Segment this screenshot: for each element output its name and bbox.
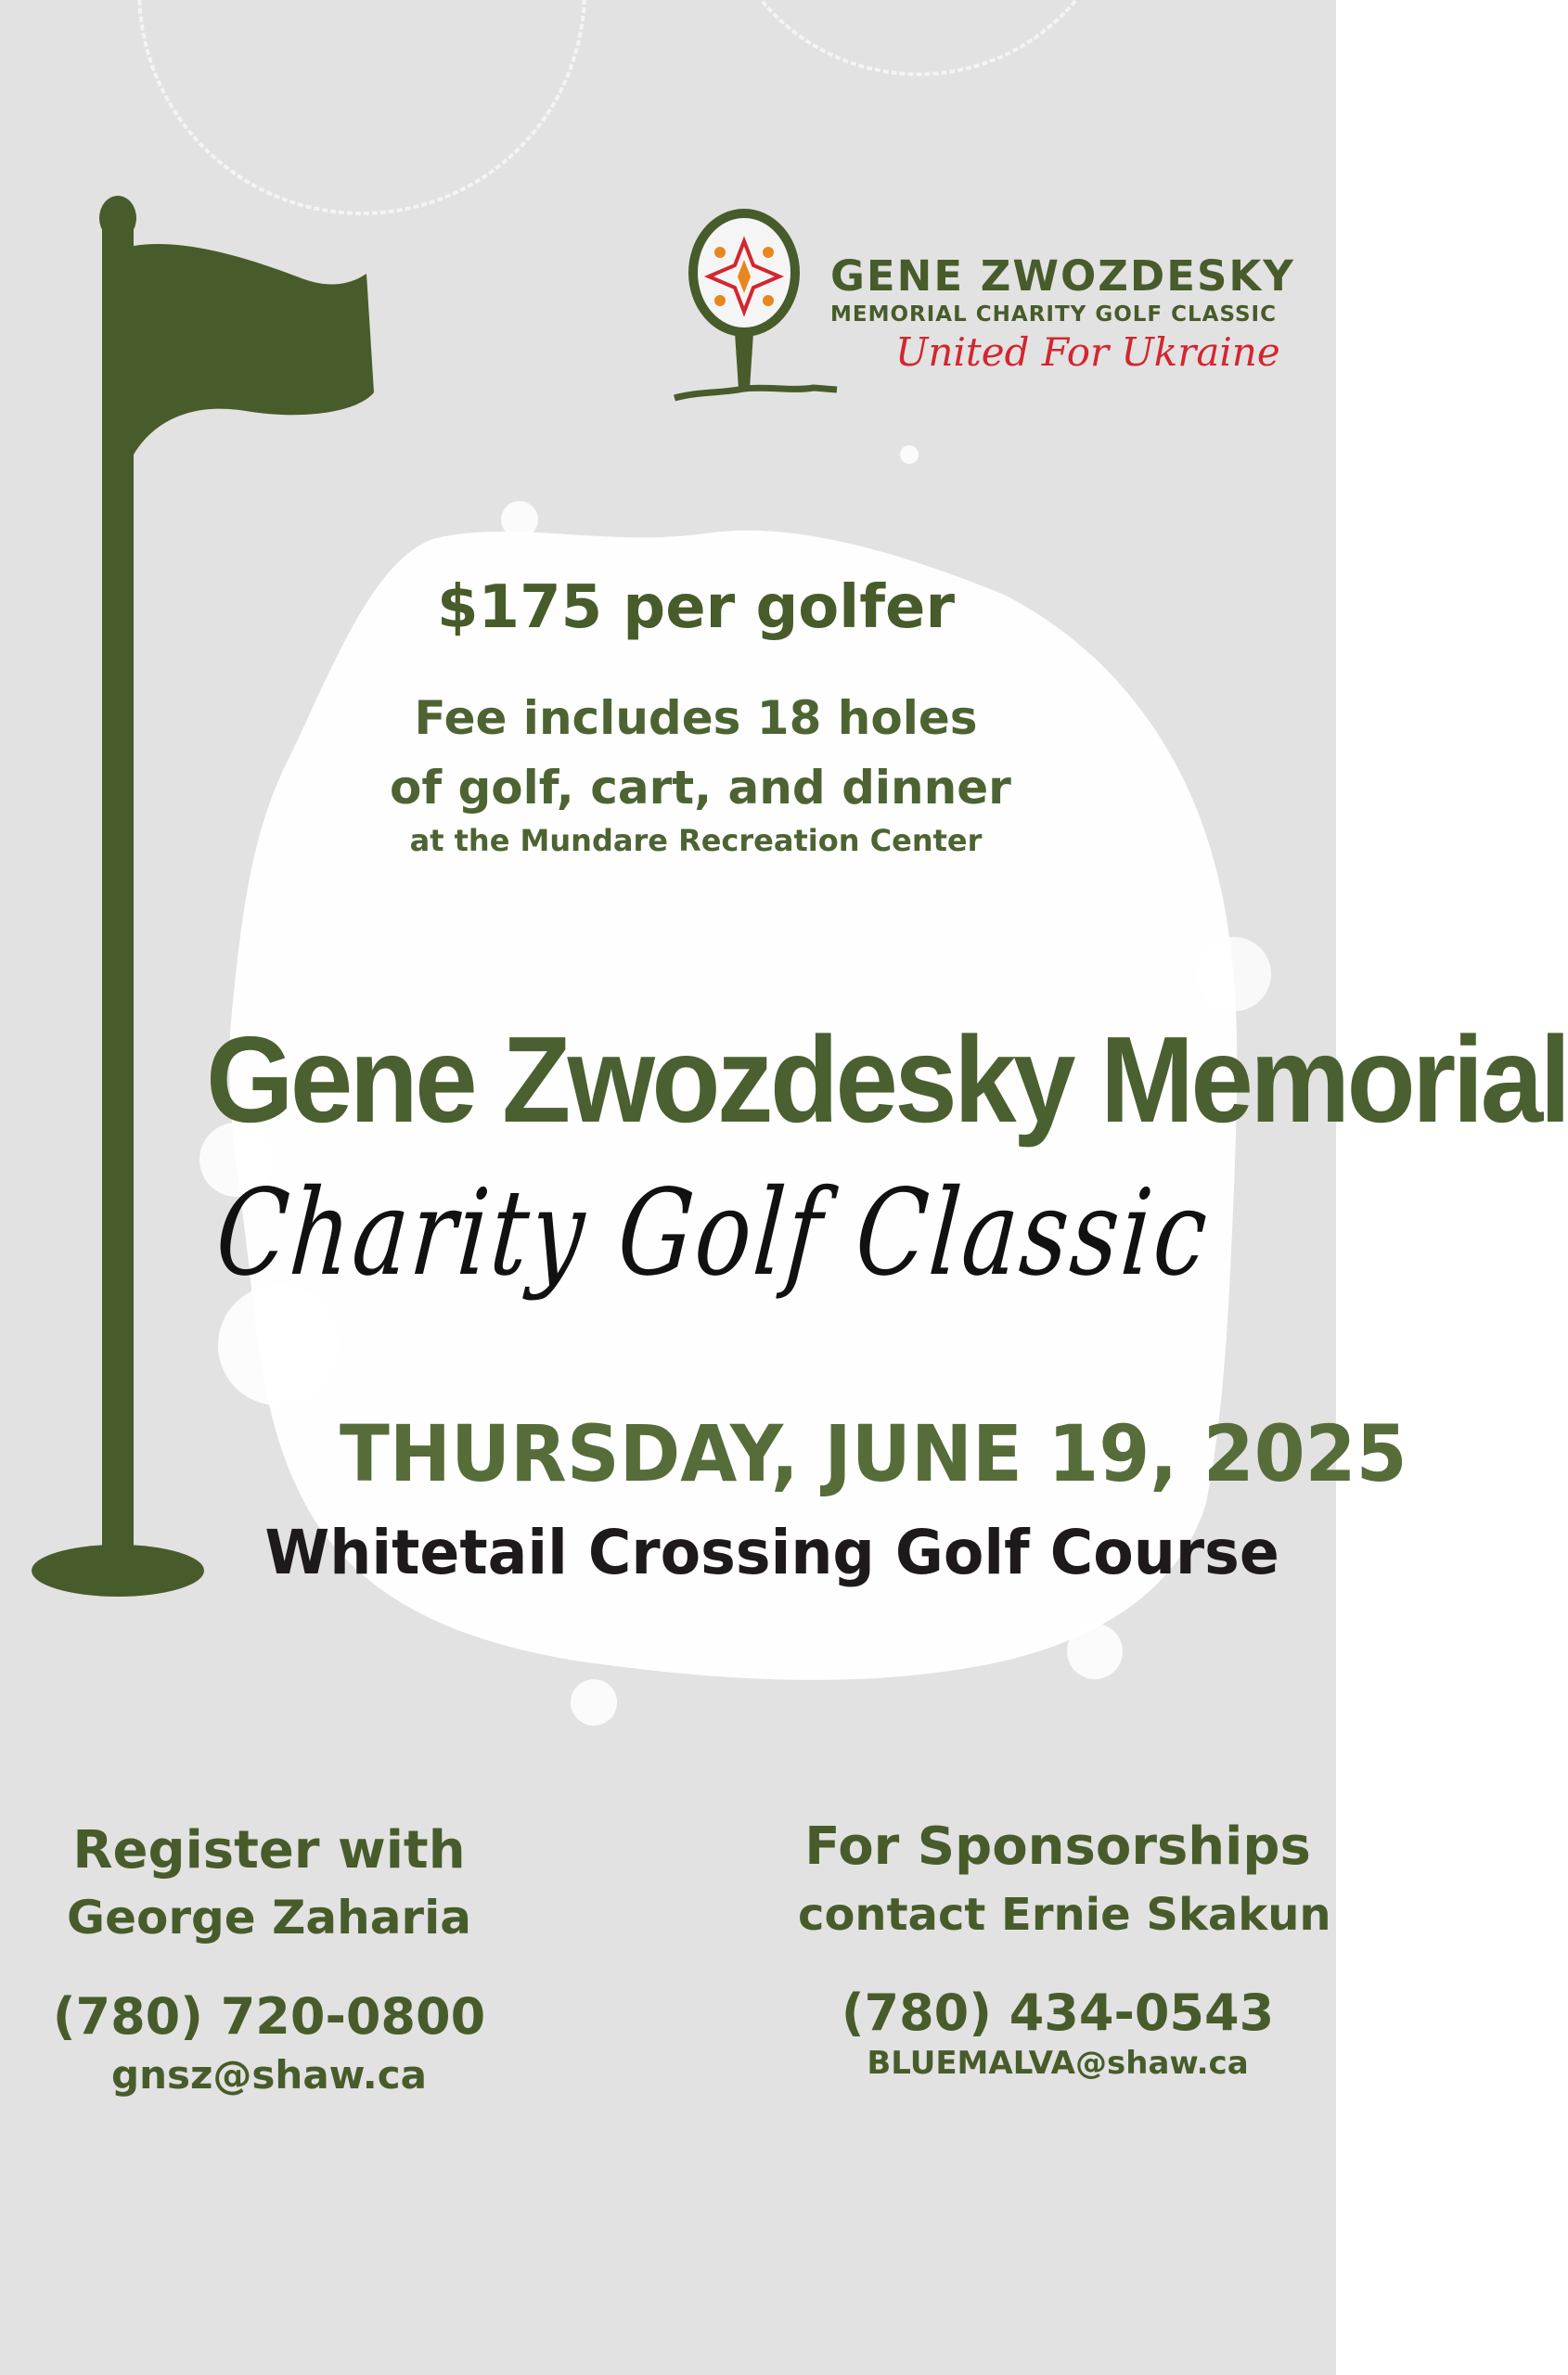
price-text: $175 per golfer bbox=[437, 573, 955, 642]
sponsorships-phone: (780) 434-0543 bbox=[841, 1983, 1275, 2042]
logo-subtitle: MEMORIAL CHARITY GOLF CLASSIC bbox=[830, 302, 1277, 327]
register-phone: (780) 720-0800 bbox=[52, 1987, 486, 2046]
logo-tagline: United For Ukraine bbox=[895, 329, 1280, 375]
register-contact-name: George Zaharia bbox=[67, 1891, 471, 1945]
event-title-line1: Gene Zwozdesky Memorial bbox=[206, 1011, 1568, 1148]
sponsorships-contact-name: contact Ernie Skakun bbox=[798, 1889, 1331, 1941]
golf-ball-on-tee-icon bbox=[670, 208, 846, 403]
register-email: gnsz@shaw.ca bbox=[111, 2052, 427, 2098]
event-title-line2: Charity Golf Classic bbox=[211, 1164, 1215, 1303]
logo-name: GENE ZWOZDESKY bbox=[830, 251, 1295, 301]
fee-includes-line2: of golf, cart, and dinner bbox=[390, 761, 1011, 815]
golf-flag-icon bbox=[23, 190, 394, 1600]
event-venue: Whitetail Crossing Golf Course bbox=[264, 1517, 1279, 1588]
fee-includes-line3: at the Mundare Recreation Center bbox=[409, 823, 983, 858]
sponsorships-email: BLUEMALVA@shaw.ca bbox=[867, 2045, 1249, 2082]
register-heading: Register with bbox=[72, 1820, 466, 1881]
logo-wordmark bbox=[830, 252, 1299, 377]
fee-includes-line1: Fee includes 18 holes bbox=[414, 691, 978, 745]
event-date: THURSDAY, JUNE 19, 2025 bbox=[340, 1408, 1407, 1499]
faint-circle-left bbox=[139, 0, 585, 213]
faint-circle-right bbox=[714, 0, 1123, 74]
sponsorships-heading: For Sponsorships bbox=[804, 1817, 1311, 1877]
